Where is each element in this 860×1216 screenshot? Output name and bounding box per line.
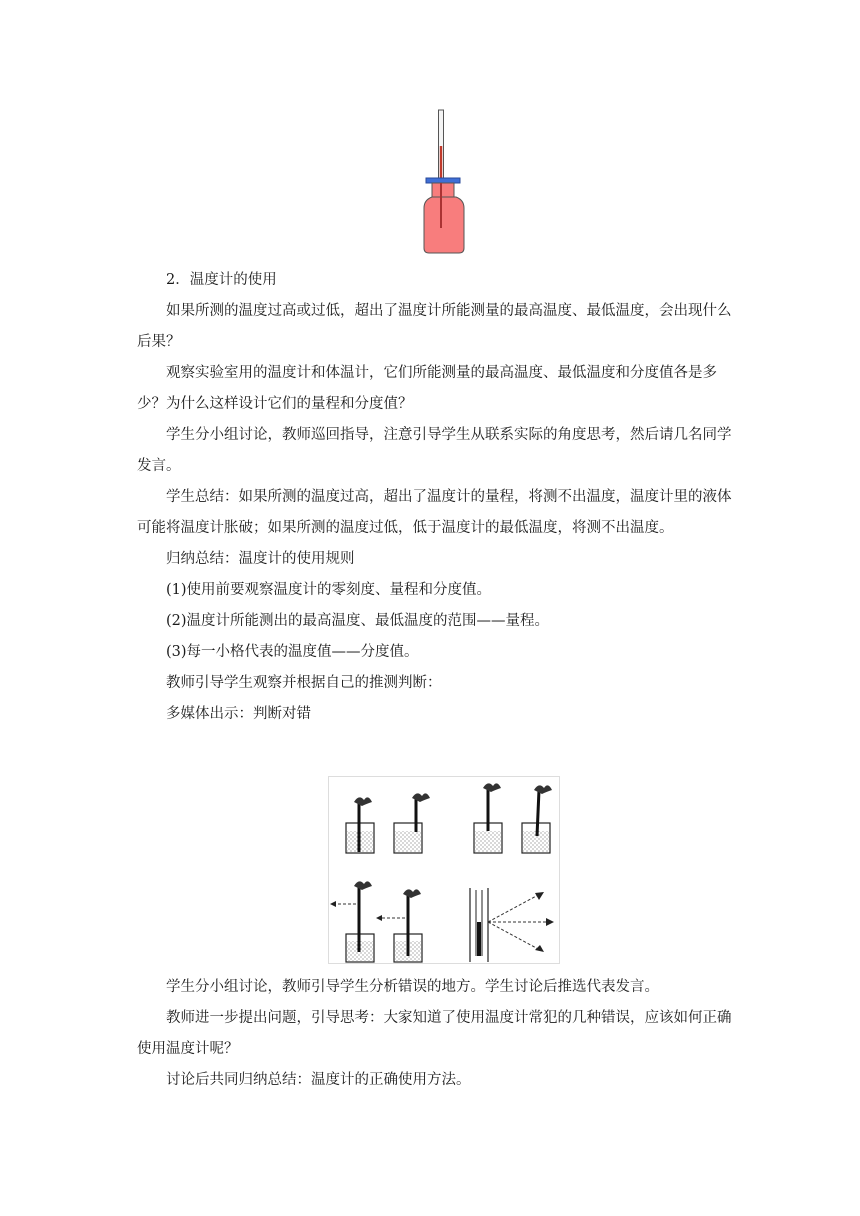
rule-item-3: (3)每一小格代表的温度值——分度值。 bbox=[166, 644, 419, 660]
thermometer-bottle-figure bbox=[418, 108, 470, 256]
paragraph-correct-method: 讨论后共同归纳总结：温度计的正确使用方法。 bbox=[166, 1072, 471, 1088]
rule-item-1: (1)使用前要观察温度计的零刻度、量程和分度值。 bbox=[166, 582, 492, 598]
paragraph-consequence-question: 如果所测的温度过高或过低，超出了温度计所能测量的最高温度、最低温度，会出现什么后果？ bbox=[137, 303, 732, 350]
beaker-3 bbox=[474, 783, 502, 853]
section-heading: 2．温度计的使用 bbox=[166, 272, 277, 288]
thermometer-usage-illustration bbox=[328, 776, 560, 964]
paragraph-teacher-guide: 教师引导学生观察并根据自己的推测判断： bbox=[166, 675, 442, 691]
beaker-5 bbox=[330, 881, 374, 962]
paragraph-rules-heading: 归纳总结：温度计的使用规则 bbox=[166, 551, 355, 567]
paragraph-group-analysis: 学生分小组讨论，教师引导学生分析错误的地方。学生讨论后推选代表发言。 bbox=[166, 979, 659, 995]
thermometer-bottle-illustration bbox=[418, 108, 470, 256]
paragraph-student-summary: 学生总结：如果所测的温度过高，超出了温度计的量程，将测不出温度，温度计里的液体可能将温度计胀破；如果所测的温度过低，低于温度计的最低温度，将测不出温度。 bbox=[137, 489, 732, 536]
text-block-upper bbox=[137, 265, 737, 730]
paragraph-group-discussion: 学生分小组讨论，教师巡回指导，注意引导学生从联系实际的角度思考，然后请几名同学发言。 bbox=[137, 427, 732, 474]
beaker-2 bbox=[394, 793, 430, 853]
paragraph-further-question: 教师进一步提出问题，引导思考：大家知道了使用温度计常犯的几种错误，应该如何正确使用温度计呢？ bbox=[137, 1010, 732, 1057]
paragraph-multimedia: 多媒体出示：判断对错 bbox=[166, 706, 311, 722]
beaker-6 bbox=[376, 889, 422, 962]
paragraph-observe-thermometers: 观察实验室用的温度计和体温计，它们所能测量的最高温度、最低温度和分度值各是多少？为什么这样设计它们的量程和分度值？ bbox=[137, 365, 717, 412]
text-block-lower bbox=[137, 972, 737, 1096]
reading-angle-diagram bbox=[470, 888, 554, 962]
rule-item-2: (2)温度计所能测出的最高温度、最低温度的范围——量程。 bbox=[166, 613, 550, 629]
beaker-4 bbox=[522, 785, 552, 853]
beakers-judgement-figure bbox=[328, 776, 560, 964]
beaker-1 bbox=[346, 797, 374, 853]
